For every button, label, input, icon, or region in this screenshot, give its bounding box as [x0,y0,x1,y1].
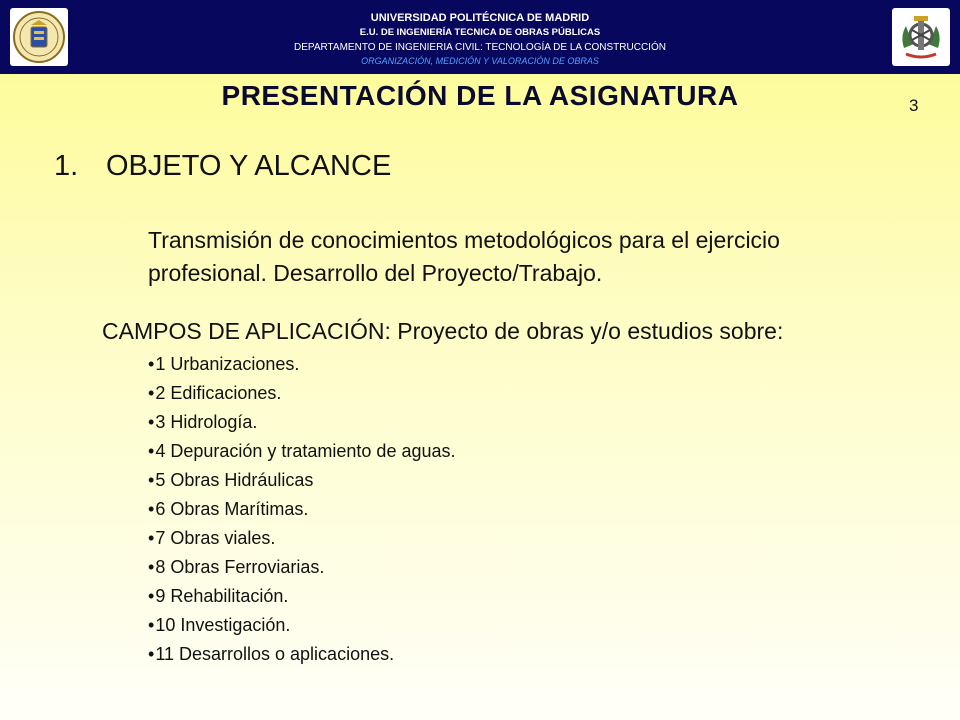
list-item: •8 Obras Ferroviarias. [148,557,325,577]
bullet-icon: • [148,383,155,403]
school-name: E.U. DE INGENIERÍA TECNICA DE OBRAS PÚBLICAS [359,27,601,38]
section-heading [54,150,391,183]
list-item: •10 Investigación. [148,615,291,635]
bullet-icon: • [148,615,155,635]
list-item: •5 Obras Hidráulicas [148,470,314,490]
bullet-icon: • [148,644,155,664]
list-item: •2 Edificaciones. [148,383,282,403]
description-line-2: profesional. Desarrollo del Proyecto/Trabajo. [148,260,603,286]
course-name: ORGANIZACIÓN, MEDICIÓN Y VALORACIÓN DE OBRAS [361,56,599,66]
description-paragraph [148,224,908,290]
department-name: DEPARTAMENTO DE INGENIERIA CIVIL: TECNOLOGÍA DE LA CONSTRUCCIÓN [294,42,666,53]
list-item: •3 Hidrología. [148,412,258,432]
application-fields-list [148,350,456,669]
list-item: •4 Depuración y tratamiento de aguas. [148,441,456,461]
campos-heading: CAMPOS DE APLICACIÓN: Proyecto de obras y/o estudios sobre: [102,318,784,344]
list-item: •6 Obras Marítimas. [148,499,309,519]
list-item: •7 Obras viales. [148,528,276,548]
school-emblem-logo [892,8,950,66]
bullet-icon: • [148,441,155,461]
bullet-icon: • [148,586,155,606]
page-number: 3 [909,96,919,115]
list-item: •1 Urbanizaciones. [148,354,300,374]
bullet-icon: • [148,354,155,374]
section-label: OBJETO Y ALCANCE [106,150,392,182]
bullet-icon: • [148,499,155,519]
header-banner [0,0,960,74]
list-item: •11 Desarrollos o aplicaciones. [148,644,395,664]
section-number: 1. [54,150,79,182]
university-name: UNIVERSIDAD POLITÉCNICA DE MADRID [370,12,590,24]
bullet-icon: • [148,470,155,490]
bullet-icon: • [148,528,155,548]
bullet-icon: • [148,557,155,577]
slide-title: PRESENTACIÓN DE LA ASIGNATURA [221,80,739,111]
list-item: •9 Rehabilitación. [148,586,289,606]
description-line-1: Transmisión de conocimientos metodológicos para el ejercicio [148,227,780,253]
bullet-icon: • [148,412,155,432]
